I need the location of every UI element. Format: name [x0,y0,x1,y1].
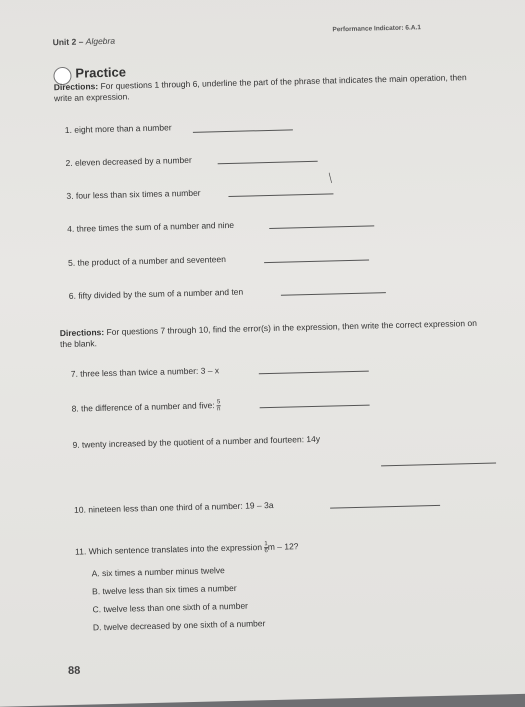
fraction-numerator: 1 [264,541,268,548]
question-text-after: m – 12? [267,541,299,552]
directions-label: Directions: [53,81,99,93]
practice-title: Practice [75,64,127,81]
choice-d[interactable] [93,618,266,632]
question-text: three less than twice a number: 3 – x [80,365,220,379]
answer-blank-1[interactable] [193,129,293,132]
question-number: 4. [67,223,75,234]
question-number: 2. [65,157,73,168]
question-text: Which sentence translates into the expression [88,542,263,557]
answer-blank-10[interactable] [330,505,440,509]
directions-text: For questions 1 through 6, underline the part of the phrase that indicates the main operation, then write an expression. [53,72,467,104]
question-number: 11. [74,546,87,557]
question-4 [67,220,234,234]
choice-text: twelve less than six times a number [102,582,237,597]
answer-blank-2[interactable] [218,161,318,164]
question-1 [65,122,172,135]
performance-indicator: Performance Indicator: 6.A.1 [332,24,422,34]
question-text: nineteen less than one third of a number: 19 – 3a [88,499,274,515]
question-number: 3. [66,190,74,201]
fraction-denominator: n [217,406,221,413]
choice-text: twelve less than one sixth of a number [103,600,249,615]
fraction-numerator: 5 [216,399,221,406]
question-number: 9. [72,439,80,450]
choice-a[interactable] [92,565,225,578]
choice-text: twelve decreased by one sixth of a number [103,618,266,633]
question-5 [68,254,226,268]
pencil-mark-icon: ╱ [325,173,336,183]
answer-blank-9[interactable] [381,463,496,467]
question-number: 7. [70,368,78,379]
question-6 [69,287,244,301]
directions-part2 [60,318,480,350]
page-number: 88 [67,664,81,678]
question-text: four less than six times a number [75,187,201,201]
question-text: the product of a number and seventeen [77,254,226,268]
question-text: three times the sum of a number and nine [76,219,235,234]
directions-text: For questions 7 through 10, find the error(s) in the expression, then write the correct expression on the blank. [59,317,477,350]
question-text: twenty increased by the quotient of a number and fourteen: 14y [81,433,321,450]
question-number: 6. [68,290,77,301]
choice-letter: C. [92,604,102,615]
question-7 [71,365,220,379]
answer-blank-5[interactable] [264,260,369,264]
question-text: eight more than a number [74,122,172,135]
fraction-five-over-n [217,399,221,412]
question-10 [74,500,274,515]
answer-blank-3[interactable] [228,193,333,197]
question-text: the difference of a number and five: [80,400,215,414]
unit-label: Unit 2 – [52,36,84,48]
choice-letter: D. [92,622,102,633]
choice-text: six times a number minus twelve [101,565,225,579]
question-2 [65,155,191,168]
question-number: 10. [73,504,87,515]
fraction-denominator: 6 [264,548,268,555]
unit-header [53,36,116,48]
answer-blank-6[interactable] [281,292,386,296]
choice-letter: B. [91,586,101,597]
answer-blank-7[interactable] [259,371,369,375]
question-number: 8. [71,403,79,414]
choice-c[interactable] [92,601,248,615]
directions-label: Directions: [59,327,105,339]
question-11 [75,540,299,558]
question-text: fifty divided by the sum of a number and ten [78,286,244,301]
question-number: 1. [64,124,73,135]
answer-blank-4[interactable] [269,225,374,229]
question-text: eleven decreased by a number [74,154,192,168]
question-8 [71,399,220,416]
unit-name: Algebra [85,35,116,47]
choice-letter: A. [91,568,100,579]
choice-b[interactable] [92,583,237,597]
question-number: 5. [67,257,76,268]
question-3 [66,188,200,201]
question-9 [72,434,320,450]
answer-blank-8[interactable] [260,405,370,409]
